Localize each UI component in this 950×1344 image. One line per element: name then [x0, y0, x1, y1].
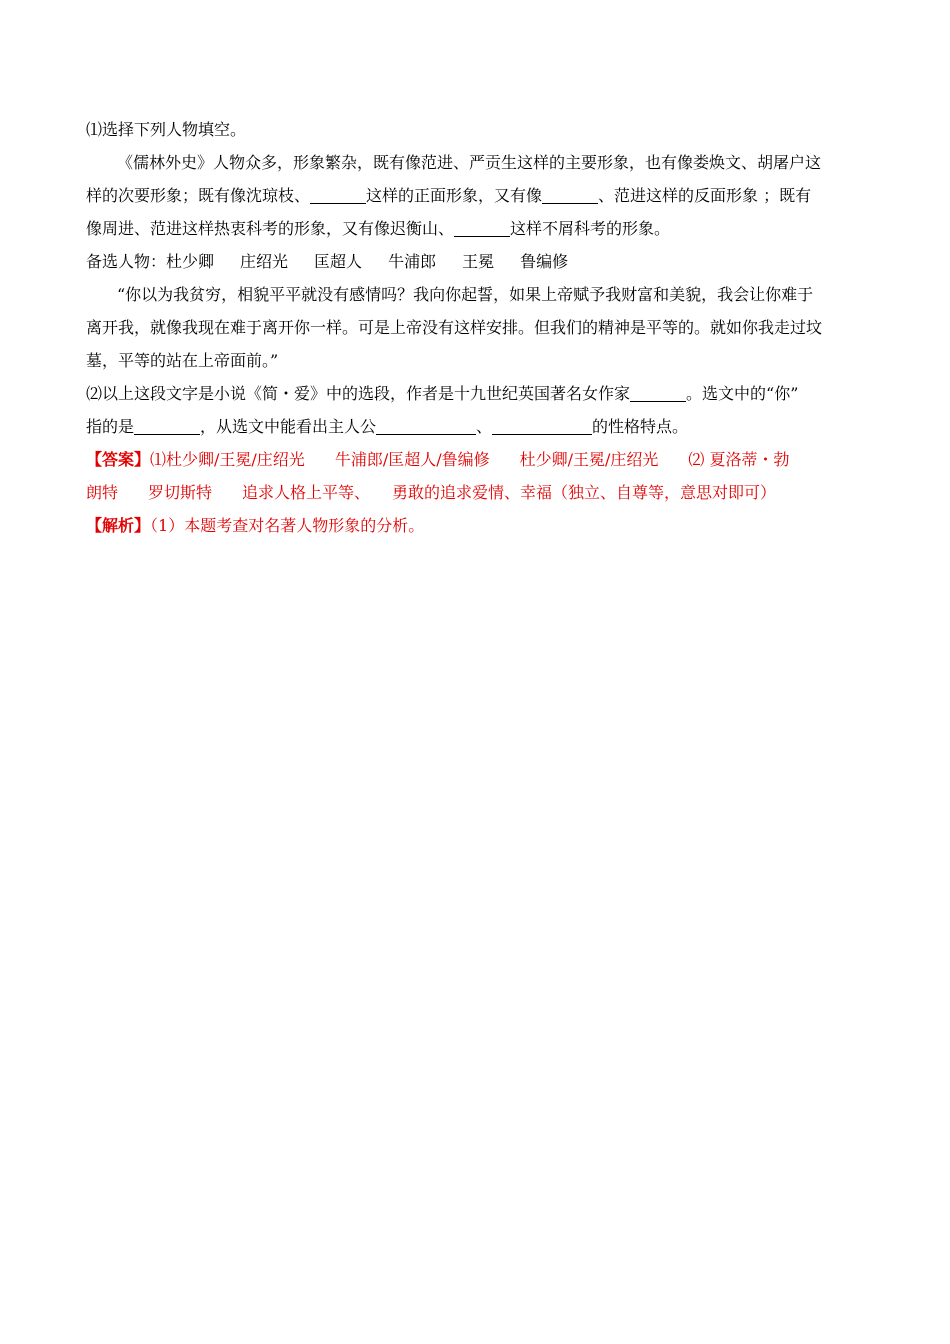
analysis-text: （1）本题考查对名著人物形象的分析。	[150, 516, 425, 535]
q1-paragraph-line-2	[86, 179, 866, 212]
q2-line1-end: 。选文中的“你”	[686, 384, 799, 403]
answer-line2-b: 罗切斯特	[148, 483, 213, 502]
option-item: 杜少卿	[166, 252, 215, 271]
question-content	[86, 113, 866, 542]
passage-line-1: “你以为我贫穷，相貌平平就没有感情吗？我向你起誓，如果上帝赋予我财富和美貌，我会让你难于	[117, 285, 814, 304]
q2-line2-start: 指的是	[86, 417, 135, 436]
q1-prompt: ⑴选择下列人物填空。	[86, 120, 247, 139]
analysis-line	[86, 509, 866, 542]
analysis-tag: 【解析】	[86, 516, 151, 535]
q1-para-a2-start: 样的次要形象；既有像沈琼枝、	[86, 186, 311, 205]
q2-line-2	[86, 410, 866, 443]
answer-line2-d: 勇敢的追求爱情、幸福（独立、自尊等，意思对即可）	[392, 483, 777, 502]
option-item: 庄绍光	[240, 252, 289, 271]
answer-part4: ⑵ 夏洛蒂・勃	[688, 450, 790, 469]
q1-paragraph-line-1	[86, 146, 866, 179]
q1-para-a3-start: 像周进、范进这样热衷科考的形象，又有像迟衡山、	[86, 219, 455, 238]
fill-blank-7[interactable]	[492, 416, 592, 435]
passage-line-3: 墓，平等的站在上帝面前。”	[86, 351, 279, 370]
options-row	[86, 245, 866, 278]
q2-line1-start: ⑵以上这段文字是小说《简・爱》中的选段，作者是十九世纪英国著名女作家	[86, 384, 631, 403]
q1-para-a3-end: 这样不屑科考的形象。	[510, 219, 671, 238]
passage-line-2: 离开我，就像我现在难于离开你一样。可是上帝没有这样安排。但我们的精神是平等的。就如你我走过坟	[86, 318, 823, 337]
q2-line2-mid: ，从选文中能看出主人公	[200, 417, 377, 436]
q2-line-1	[86, 377, 866, 410]
fill-blank-3[interactable]	[454, 218, 510, 237]
q2-line2-end: 的性格特点。	[592, 417, 689, 436]
fill-blank-6[interactable]	[376, 416, 476, 435]
answer-tag: 【答案】	[86, 450, 151, 469]
option-item: 匡超人	[314, 252, 363, 271]
answer-part1: ⑴杜少卿/王冕/庄绍光	[150, 450, 305, 469]
q1-paragraph-line-3	[86, 212, 866, 245]
answer-line-1	[86, 443, 866, 476]
options-label: 备选人物：	[86, 252, 167, 271]
option-item: 牛浦郎	[388, 252, 437, 271]
fill-blank-5[interactable]	[134, 416, 200, 435]
fill-blank-1[interactable]	[310, 185, 366, 204]
answer-part2: 牛浦郎/匡超人/鲁编修	[334, 450, 490, 469]
fill-blank-2[interactable]	[542, 185, 598, 204]
answer-line2-a: 朗特	[86, 483, 119, 502]
answer-part3: 杜少卿/王冕/庄绍光	[519, 450, 659, 469]
q1-para-a1: 《儒林外史》人物众多，形象繁杂，既有像范进、严贡生这样的主要形象，也有像娄焕文、胡屠户这	[117, 153, 822, 172]
fill-blank-4[interactable]	[630, 383, 686, 402]
option-item: 鲁编修	[520, 252, 569, 271]
answer-line2-c: 追求人格上平等、	[242, 483, 371, 502]
q2-line2-sep: 、	[476, 417, 493, 436]
q1-para-a2-mid: 这样的正面形象，又有像	[366, 186, 543, 205]
option-item: 王冕	[462, 252, 495, 271]
q1-para-a2-end: 、范进这样的反面形象 ；既有	[598, 186, 812, 205]
answer-line-2	[86, 476, 866, 509]
